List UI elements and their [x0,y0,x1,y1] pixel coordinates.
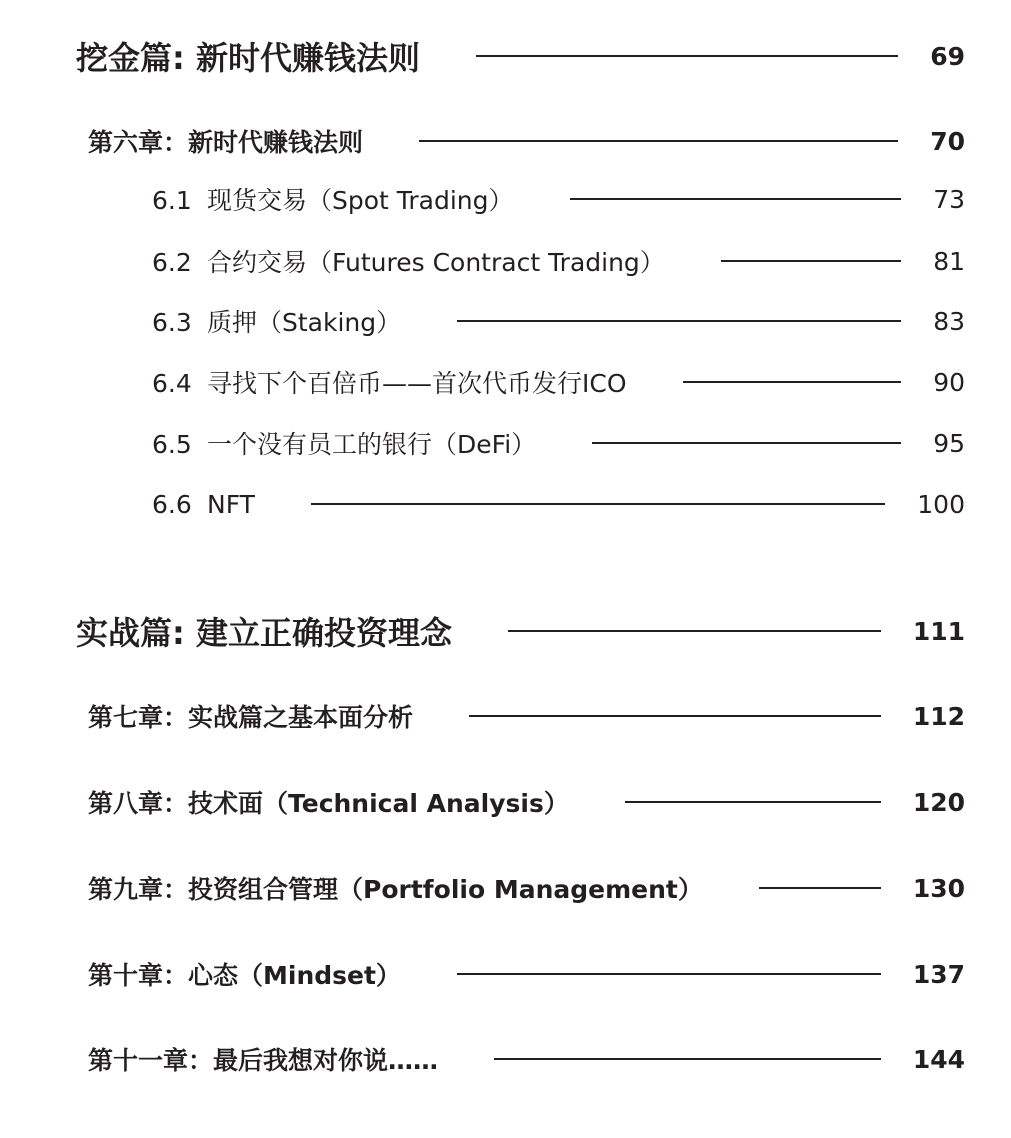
toc-part-entry[interactable] [76,36,965,76]
page-number: 73 [933,184,965,214]
toc-chapter-entry[interactable] [88,1039,965,1079]
page-number: 120 [912,787,965,817]
entry-title: 实战篇: 建立正确投资理念 [76,614,452,652]
leader-line [419,140,898,142]
leader-line [592,442,901,444]
page-number: 111 [912,616,965,646]
entry-title: 第十章：心态（Mindset） [88,961,401,990]
toc-section-entry[interactable] [152,484,965,524]
entry-title: 第十一章：最后我想对你说…… [88,1046,439,1075]
toc-chapter-entry[interactable] [88,696,965,736]
entry-title: 现货交易（Spot Trading） [207,186,514,215]
section-number: 6.2 [152,248,192,277]
toc-section-entry[interactable] [152,179,965,219]
toc-chapter-entry[interactable] [88,868,965,908]
entry-title: 挖金篇: 新时代赚钱法则 [76,39,420,77]
entry-title: 合约交易（Futures Contract Trading） [207,248,665,277]
entry-title: 第八章：技术面（Technical Analysis） [88,789,569,818]
toc-chapter-entry[interactable] [88,121,965,161]
leader-line [494,1058,881,1060]
leader-line [759,887,881,889]
toc-chapter-entry[interactable] [88,782,965,822]
leader-line [625,801,881,803]
entry-title: 一个没有员工的银行（DeFi） [207,430,537,459]
section-number: 6.5 [152,430,192,459]
leader-line [457,320,901,322]
toc-section-entry[interactable] [152,362,965,402]
toc-section-entry[interactable] [152,241,965,281]
leader-line [476,55,898,57]
leader-line [683,381,902,383]
page-number: 83 [933,306,965,336]
page-number: 130 [912,873,965,903]
page-number: 70 [930,126,965,156]
page-number: 81 [933,246,965,276]
page-number: 69 [930,41,965,71]
toc-section-entry[interactable] [152,423,965,463]
page-number: 144 [912,1044,965,1074]
toc-part-entry[interactable] [76,611,965,651]
leader-line [721,260,901,262]
toc-section-entry[interactable] [152,301,965,341]
leader-line [570,198,902,200]
entry-title: 第七章：实战篇之基本面分析 [88,703,414,732]
page-number: 100 [917,489,965,519]
section-number: 6.3 [152,308,192,337]
page-number: 137 [912,959,965,989]
leader-line [469,715,881,717]
entry-title: 第六章：新时代赚钱法则 [88,128,364,157]
leader-line [508,630,881,632]
page-number: 95 [933,428,965,458]
section-number: 6.4 [152,369,192,398]
leader-line [457,973,881,975]
section-number: 6.1 [152,186,192,215]
leader-line [311,503,885,505]
toc-chapter-entry[interactable] [88,954,965,994]
page-number: 112 [912,701,965,731]
entry-title: 质押（Staking） [207,308,402,337]
section-number: 6.6 [152,489,192,519]
entry-title: 寻找下个百倍币——首次代币发行ICO [207,369,627,398]
entry-title: NFT [207,489,255,519]
entry-title: 第九章：投资组合管理（Portfolio Management） [88,875,703,904]
page-number: 90 [933,367,965,397]
